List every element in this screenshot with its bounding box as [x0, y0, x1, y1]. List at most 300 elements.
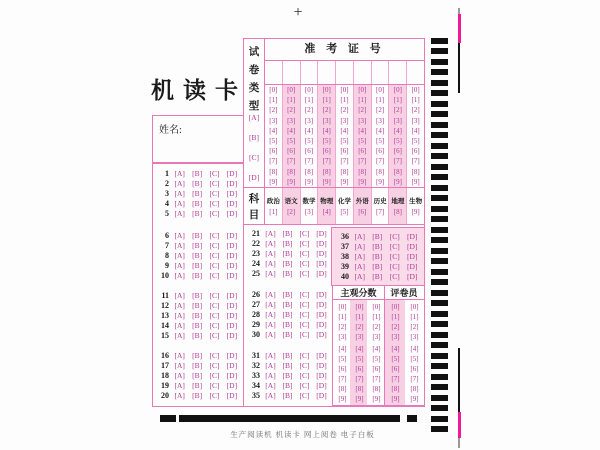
answer-option-bubble[interactable]: [C]: [389, 231, 400, 241]
answer-option-bubble[interactable]: [C]: [209, 178, 220, 188]
answer-option-bubble[interactable]: [A]: [265, 320, 276, 330]
subjective-score-digit-bubble[interactable]: [9]: [338, 395, 347, 403]
answer-option-bubble[interactable]: [D]: [226, 331, 238, 341]
ticket-writein-cell[interactable]: [336, 61, 354, 84]
answer-option-bubble[interactable]: [C]: [389, 272, 400, 282]
ticket-digit-bubble[interactable]: [9]: [393, 177, 402, 186]
answer-option-bubble[interactable]: [B]: [282, 309, 293, 319]
answer-option-bubble[interactable]: [D]: [226, 350, 238, 360]
subjective-score-digit-bubble[interactable]: [8]: [372, 385, 381, 393]
answer-option-bubble[interactable]: [D]: [316, 289, 327, 299]
name-input-area[interactable]: [153, 134, 243, 163]
subjective-score-digit-bubble[interactable]: [2]: [338, 323, 347, 331]
ticket-digit-bubble[interactable]: [2]: [322, 106, 331, 115]
subjective-score-digit-bubble[interactable]: [8]: [338, 385, 347, 393]
answer-option-bubble[interactable]: [D]: [316, 248, 327, 258]
ticket-writein-cell[interactable]: [283, 61, 301, 84]
answer-option-bubble[interactable]: [D]: [316, 299, 327, 309]
answer-option-bubble[interactable]: [A]: [174, 290, 185, 300]
grader-digit-bubble[interactable]: [0]: [391, 303, 400, 311]
answer-option-bubble[interactable]: [B]: [372, 262, 383, 272]
ticket-digit-bubble[interactable]: [6]: [340, 147, 349, 156]
answer-option-bubble[interactable]: [C]: [299, 381, 310, 391]
ticket-digit-bubble[interactable]: [0]: [287, 86, 296, 94]
exam-type-option-bubble[interactable]: [B]: [249, 133, 259, 142]
ticket-digit-bubble[interactable]: [9]: [287, 177, 296, 186]
answer-option-bubble[interactable]: [D]: [407, 272, 418, 282]
answer-option-bubble[interactable]: [D]: [316, 259, 327, 269]
answer-option-bubble[interactable]: [D]: [316, 350, 327, 360]
answer-option-bubble[interactable]: [B]: [192, 178, 203, 188]
answer-option-bubble[interactable]: [A]: [174, 360, 185, 370]
answer-option-bubble[interactable]: [C]: [209, 290, 220, 300]
subjective-score-digit-bubble[interactable]: [1]: [372, 313, 381, 321]
answer-option-bubble[interactable]: [A]: [174, 168, 185, 178]
answer-option-bubble[interactable]: [A]: [174, 240, 185, 250]
answer-option-bubble[interactable]: [A]: [174, 381, 185, 391]
ticket-digit-bubble[interactable]: [9]: [304, 177, 314, 186]
ticket-digit-bubble[interactable]: [5]: [375, 136, 385, 145]
grader-digit-bubble[interactable]: [9]: [410, 395, 419, 403]
subject-number-bubble[interactable]: [7]: [375, 208, 385, 216]
subjective-score-digit-bubble[interactable]: [7]: [372, 375, 381, 383]
ticket-digit-bubble[interactable]: [5]: [304, 136, 314, 145]
grader-digit-bubble[interactable]: [5]: [410, 355, 419, 363]
ticket-digit-bubble[interactable]: [1]: [340, 96, 349, 105]
answer-option-bubble[interactable]: [A]: [174, 178, 185, 188]
answer-option-bubble[interactable]: [B]: [192, 310, 203, 320]
answer-option-bubble[interactable]: [A]: [265, 289, 276, 299]
answer-option-bubble[interactable]: [B]: [192, 370, 203, 380]
grader-digit-bubble[interactable]: [7]: [410, 375, 419, 383]
answer-option-bubble[interactable]: [B]: [282, 320, 293, 330]
ticket-digit-bubble[interactable]: [2]: [375, 106, 385, 115]
ticket-digit-bubble[interactable]: [9]: [358, 177, 367, 186]
answer-option-bubble[interactable]: [D]: [226, 178, 238, 188]
answer-option-bubble[interactable]: [B]: [282, 330, 293, 340]
subjective-score-digit-bubble[interactable]: [0]: [355, 303, 364, 311]
answer-option-bubble[interactable]: [C]: [299, 259, 310, 269]
answer-option-bubble[interactable]: [C]: [299, 330, 310, 340]
subjective-score-digit-bubble[interactable]: [7]: [355, 375, 364, 383]
subjective-score-digit-bubble[interactable]: [6]: [338, 365, 347, 373]
ticket-digit-bubble[interactable]: [8]: [287, 167, 296, 176]
subjective-score-digit-bubble[interactable]: [0]: [372, 303, 381, 311]
ticket-digit-bubble[interactable]: [2]: [340, 106, 349, 115]
grader-digit-bubble[interactable]: [4]: [391, 345, 400, 353]
ticket-digit-bubble[interactable]: [5]: [411, 136, 420, 145]
subjective-score-digit-bubble[interactable]: [7]: [338, 375, 347, 383]
ticket-digit-bubble[interactable]: [5]: [287, 136, 296, 145]
exam-type-option-bubble[interactable]: [C]: [249, 153, 259, 162]
ticket-digit-bubble[interactable]: [3]: [322, 116, 331, 125]
answer-option-bubble[interactable]: [B]: [192, 271, 203, 281]
answer-option-bubble[interactable]: [C]: [209, 168, 220, 178]
ticket-digit-bubble[interactable]: [8]: [411, 167, 420, 176]
answer-option-bubble[interactable]: [A]: [265, 330, 276, 340]
answer-option-bubble[interactable]: [B]: [192, 240, 203, 250]
answer-option-bubble[interactable]: [D]: [316, 309, 327, 319]
answer-option-bubble[interactable]: [A]: [265, 238, 276, 248]
answer-option-bubble[interactable]: [A]: [174, 300, 185, 310]
answer-option-bubble[interactable]: [D]: [226, 261, 238, 271]
answer-option-bubble[interactable]: [B]: [192, 209, 203, 219]
grader-digit-bubble[interactable]: [1]: [410, 313, 419, 321]
answer-option-bubble[interactable]: [A]: [265, 248, 276, 258]
grader-digit-bubble[interactable]: [6]: [410, 365, 419, 373]
grader-digit-bubble[interactable]: [5]: [391, 355, 400, 363]
answer-option-bubble[interactable]: [D]: [226, 230, 238, 240]
answer-option-bubble[interactable]: [B]: [282, 289, 293, 299]
ticket-digit-bubble[interactable]: [7]: [393, 157, 402, 166]
answer-option-bubble[interactable]: [A]: [265, 381, 276, 391]
answer-option-bubble[interactable]: [D]: [226, 290, 238, 300]
ticket-digit-bubble[interactable]: [1]: [287, 96, 296, 105]
ticket-digit-bubble[interactable]: [6]: [358, 147, 367, 156]
answer-option-bubble[interactable]: [C]: [209, 350, 220, 360]
ticket-digit-bubble[interactable]: [2]: [393, 106, 402, 115]
ticket-digit-bubble[interactable]: [3]: [340, 116, 349, 125]
answer-option-bubble[interactable]: [B]: [282, 269, 293, 279]
answer-option-bubble[interactable]: [D]: [226, 321, 238, 331]
answer-option-bubble[interactable]: [B]: [282, 391, 293, 401]
answer-option-bubble[interactable]: [A]: [174, 209, 185, 219]
ticket-digit-bubble[interactable]: [0]: [340, 86, 349, 94]
grader-digit-bubble[interactable]: [3]: [410, 333, 419, 341]
ticket-writein-cell[interactable]: [407, 61, 424, 84]
ticket-digit-bubble[interactable]: [2]: [304, 106, 314, 115]
answer-option-bubble[interactable]: [B]: [192, 261, 203, 271]
answer-option-bubble[interactable]: [D]: [226, 300, 238, 310]
answer-option-bubble[interactable]: [C]: [299, 320, 310, 330]
ticket-digit-bubble[interactable]: [7]: [304, 157, 314, 166]
answer-option-bubble[interactable]: [B]: [192, 300, 203, 310]
ticket-digit-bubble[interactable]: [1]: [304, 96, 314, 105]
answer-option-bubble[interactable]: [D]: [226, 199, 238, 209]
answer-option-bubble[interactable]: [C]: [389, 241, 400, 251]
answer-option-bubble[interactable]: [D]: [226, 360, 238, 370]
answer-option-bubble[interactable]: [C]: [209, 331, 220, 341]
answer-option-bubble[interactable]: [D]: [226, 370, 238, 380]
ticket-digit-bubble[interactable]: [4]: [287, 126, 296, 135]
subjective-score-digit-bubble[interactable]: [9]: [355, 395, 364, 403]
ticket-digit-bubble[interactable]: [2]: [411, 106, 420, 115]
ticket-digit-bubble[interactable]: [1]: [375, 96, 385, 105]
answer-option-bubble[interactable]: [C]: [299, 350, 310, 360]
subjective-score-digit-bubble[interactable]: [9]: [372, 395, 381, 403]
subjective-score-digit-bubble[interactable]: [1]: [338, 313, 347, 321]
answer-option-bubble[interactable]: [C]: [299, 299, 310, 309]
answer-option-bubble[interactable]: [C]: [299, 309, 310, 319]
ticket-digit-bubble[interactable]: [4]: [375, 126, 385, 135]
ticket-digit-bubble[interactable]: [1]: [411, 96, 420, 105]
answer-option-bubble[interactable]: [B]: [282, 259, 293, 269]
ticket-digit-bubble[interactable]: [8]: [322, 167, 331, 176]
answer-option-bubble[interactable]: [A]: [174, 331, 185, 341]
answer-option-bubble[interactable]: [A]: [265, 259, 276, 269]
ticket-writein-cell[interactable]: [318, 61, 336, 84]
ticket-writein-cell[interactable]: [389, 61, 407, 84]
answer-option-bubble[interactable]: [B]: [282, 370, 293, 380]
answer-option-bubble[interactable]: [C]: [299, 228, 310, 238]
answer-option-bubble[interactable]: [C]: [209, 209, 220, 219]
answer-option-bubble[interactable]: [B]: [192, 350, 203, 360]
ticket-digit-bubble[interactable]: [4]: [322, 126, 331, 135]
answer-option-bubble[interactable]: [C]: [299, 269, 310, 279]
subject-number-bubble[interactable]: [6]: [358, 208, 367, 216]
ticket-digit-bubble[interactable]: [8]: [375, 167, 385, 176]
answer-option-bubble[interactable]: [A]: [265, 391, 276, 401]
answer-option-bubble[interactable]: [B]: [192, 168, 203, 178]
answer-option-bubble[interactable]: [D]: [316, 391, 327, 401]
ticket-digit-bubble[interactable]: [6]: [322, 147, 331, 156]
ticket-digit-bubble[interactable]: [4]: [393, 126, 402, 135]
answer-option-bubble[interactable]: [B]: [282, 228, 293, 238]
answer-option-bubble[interactable]: [A]: [174, 230, 185, 240]
answer-option-bubble[interactable]: [B]: [282, 238, 293, 248]
answer-option-bubble[interactable]: [A]: [174, 370, 185, 380]
answer-option-bubble[interactable]: [D]: [316, 269, 327, 279]
ticket-digit-bubble[interactable]: [7]: [269, 157, 278, 166]
grader-digit-bubble[interactable]: [2]: [410, 323, 419, 331]
ticket-digit-bubble[interactable]: [5]: [393, 136, 402, 145]
ticket-digit-bubble[interactable]: [0]: [411, 86, 420, 94]
ticket-digit-bubble[interactable]: [3]: [287, 116, 296, 125]
ticket-digit-bubble[interactable]: [7]: [287, 157, 296, 166]
ticket-digit-bubble[interactable]: [1]: [358, 96, 367, 105]
answer-option-bubble[interactable]: [B]: [192, 331, 203, 341]
answer-option-bubble[interactable]: [C]: [299, 289, 310, 299]
answer-option-bubble[interactable]: [D]: [316, 381, 327, 391]
ticket-digit-bubble[interactable]: [7]: [322, 157, 331, 166]
answer-option-bubble[interactable]: [C]: [299, 391, 310, 401]
answer-option-bubble[interactable]: [B]: [282, 248, 293, 258]
answer-option-bubble[interactable]: [B]: [192, 381, 203, 391]
answer-option-bubble[interactable]: [A]: [265, 360, 276, 370]
ticket-digit-bubble[interactable]: [4]: [358, 126, 367, 135]
answer-option-bubble[interactable]: [B]: [372, 272, 383, 282]
ticket-digit-bubble[interactable]: [3]: [304, 116, 314, 125]
answer-option-bubble[interactable]: [B]: [192, 199, 203, 209]
ticket-digit-bubble[interactable]: [5]: [269, 136, 278, 145]
answer-option-bubble[interactable]: [A]: [174, 350, 185, 360]
answer-option-bubble[interactable]: [C]: [209, 370, 220, 380]
answer-option-bubble[interactable]: [B]: [192, 321, 203, 331]
answer-option-bubble[interactable]: [D]: [407, 262, 418, 272]
exam-type-option-bubble[interactable]: [A]: [248, 113, 260, 122]
ticket-writein-cell[interactable]: [265, 61, 283, 84]
ticket-digit-bubble[interactable]: [7]: [411, 157, 420, 166]
subject-number-bubble[interactable]: [3]: [304, 208, 314, 216]
ticket-digit-bubble[interactable]: [3]: [375, 116, 385, 125]
answer-option-bubble[interactable]: [D]: [316, 238, 327, 248]
subjective-score-digit-bubble[interactable]: [5]: [338, 355, 347, 363]
grader-digit-bubble[interactable]: [9]: [391, 395, 400, 403]
answer-option-bubble[interactable]: [A]: [174, 391, 185, 401]
ticket-digit-bubble[interactable]: [9]: [322, 177, 331, 186]
answer-option-bubble[interactable]: [C]: [299, 360, 310, 370]
answer-option-bubble[interactable]: [D]: [407, 241, 418, 251]
answer-option-bubble[interactable]: [A]: [354, 231, 365, 241]
ticket-digit-bubble[interactable]: [1]: [322, 96, 331, 105]
subjective-score-digit-bubble[interactable]: [3]: [372, 333, 381, 341]
ticket-digit-bubble[interactable]: [1]: [393, 96, 402, 105]
ticket-digit-bubble[interactable]: [0]: [269, 86, 278, 94]
ticket-digit-bubble[interactable]: [8]: [269, 167, 278, 176]
answer-option-bubble[interactable]: [C]: [209, 381, 220, 391]
answer-option-bubble[interactable]: [D]: [316, 370, 327, 380]
answer-option-bubble[interactable]: [D]: [316, 330, 327, 340]
answer-option-bubble[interactable]: [C]: [209, 300, 220, 310]
answer-option-bubble[interactable]: [C]: [209, 261, 220, 271]
answer-option-bubble[interactable]: [A]: [174, 199, 185, 209]
subjective-score-digit-bubble[interactable]: [2]: [355, 323, 364, 331]
ticket-digit-bubble[interactable]: [7]: [375, 157, 385, 166]
answer-option-bubble[interactable]: [C]: [209, 199, 220, 209]
answer-option-bubble[interactable]: [A]: [354, 272, 365, 282]
answer-option-bubble[interactable]: [D]: [226, 209, 238, 219]
ticket-digit-bubble[interactable]: [9]: [340, 177, 349, 186]
subjective-score-digit-bubble[interactable]: [5]: [372, 355, 381, 363]
subject-number-bubble[interactable]: [1]: [269, 208, 278, 216]
answer-option-bubble[interactable]: [A]: [174, 321, 185, 331]
answer-option-bubble[interactable]: [A]: [174, 310, 185, 320]
subjective-score-digit-bubble[interactable]: [4]: [355, 345, 364, 353]
answer-option-bubble[interactable]: [C]: [209, 188, 220, 198]
subjective-score-digit-bubble[interactable]: [0]: [338, 303, 347, 311]
answer-option-bubble[interactable]: [B]: [282, 350, 293, 360]
grader-digit-bubble[interactable]: [8]: [410, 385, 419, 393]
answer-option-bubble[interactable]: [A]: [265, 269, 276, 279]
answer-option-bubble[interactable]: [A]: [174, 188, 185, 198]
ticket-digit-bubble[interactable]: [0]: [393, 86, 402, 94]
answer-option-bubble[interactable]: [A]: [265, 309, 276, 319]
answer-option-bubble[interactable]: [A]: [265, 370, 276, 380]
answer-option-bubble[interactable]: [C]: [209, 250, 220, 260]
ticket-digit-bubble[interactable]: [6]: [269, 147, 278, 156]
ticket-digit-bubble[interactable]: [4]: [304, 126, 314, 135]
subjective-score-digit-bubble[interactable]: [4]: [338, 345, 347, 353]
ticket-digit-bubble[interactable]: [9]: [269, 177, 278, 186]
subjective-score-digit-bubble[interactable]: [4]: [372, 345, 381, 353]
answer-option-bubble[interactable]: [D]: [226, 310, 238, 320]
ticket-digit-bubble[interactable]: [9]: [411, 177, 420, 186]
answer-option-bubble[interactable]: [B]: [282, 299, 293, 309]
subjective-score-digit-bubble[interactable]: [3]: [338, 333, 347, 341]
answer-option-bubble[interactable]: [D]: [316, 228, 327, 238]
subjective-score-digit-bubble[interactable]: [3]: [355, 333, 364, 341]
exam-type-option-bubble[interactable]: [D]: [248, 173, 260, 182]
answer-option-bubble[interactable]: [D]: [407, 251, 418, 261]
ticket-digit-bubble[interactable]: [9]: [375, 177, 385, 186]
grader-digit-bubble[interactable]: [3]: [391, 333, 400, 341]
grader-digit-bubble[interactable]: [6]: [391, 365, 400, 373]
ticket-digit-bubble[interactable]: [1]: [269, 96, 278, 105]
ticket-digit-bubble[interactable]: [4]: [340, 126, 349, 135]
answer-option-bubble[interactable]: [D]: [226, 240, 238, 250]
ticket-digit-bubble[interactable]: [5]: [322, 136, 331, 145]
answer-option-bubble[interactable]: [A]: [265, 299, 276, 309]
ticket-digit-bubble[interactable]: [4]: [269, 126, 278, 135]
answer-option-bubble[interactable]: [B]: [282, 381, 293, 391]
answer-option-bubble[interactable]: [C]: [209, 321, 220, 331]
ticket-digit-bubble[interactable]: [3]: [393, 116, 402, 125]
answer-option-bubble[interactable]: [B]: [282, 360, 293, 370]
answer-option-bubble[interactable]: [D]: [316, 360, 327, 370]
answer-option-bubble[interactable]: [B]: [192, 391, 203, 401]
ticket-writein-cell[interactable]: [372, 61, 390, 84]
subjective-score-digit-bubble[interactable]: [2]: [372, 323, 381, 331]
subjective-score-digit-bubble[interactable]: [6]: [355, 365, 364, 373]
ticket-digit-bubble[interactable]: [3]: [411, 116, 420, 125]
subjective-score-digit-bubble[interactable]: [8]: [355, 385, 364, 393]
ticket-digit-bubble[interactable]: [7]: [340, 157, 349, 166]
grader-digit-bubble[interactable]: [7]: [391, 375, 400, 383]
answer-option-bubble[interactable]: [C]: [209, 240, 220, 250]
answer-option-bubble[interactable]: [C]: [209, 230, 220, 240]
subject-number-bubble[interactable]: [2]: [287, 208, 296, 216]
subject-number-bubble[interactable]: [5]: [340, 208, 349, 216]
ticket-digit-bubble[interactable]: [6]: [375, 147, 385, 156]
ticket-digit-bubble[interactable]: [8]: [304, 167, 314, 176]
grader-digit-bubble[interactable]: [8]: [391, 385, 400, 393]
answer-option-bubble[interactable]: [A]: [265, 228, 276, 238]
ticket-digit-bubble[interactable]: [2]: [287, 106, 296, 115]
answer-option-bubble[interactable]: [A]: [354, 251, 365, 261]
answer-option-bubble[interactable]: [D]: [226, 271, 238, 281]
ticket-digit-bubble[interactable]: [6]: [411, 147, 420, 156]
ticket-digit-bubble[interactable]: [5]: [358, 136, 367, 145]
ticket-digit-bubble[interactable]: [6]: [393, 147, 402, 156]
answer-option-bubble[interactable]: [B]: [192, 230, 203, 240]
subjective-score-digit-bubble[interactable]: [1]: [355, 313, 364, 321]
answer-option-bubble[interactable]: [A]: [354, 262, 365, 272]
answer-option-bubble[interactable]: [C]: [389, 251, 400, 261]
answer-option-bubble[interactable]: [B]: [192, 250, 203, 260]
answer-option-bubble[interactable]: [B]: [192, 360, 203, 370]
answer-option-bubble[interactable]: [D]: [407, 231, 418, 241]
ticket-digit-bubble[interactable]: [8]: [340, 167, 349, 176]
answer-option-bubble[interactable]: [C]: [209, 310, 220, 320]
grader-digit-bubble[interactable]: [1]: [391, 313, 400, 321]
answer-option-bubble[interactable]: [B]: [372, 251, 383, 261]
ticket-digit-bubble[interactable]: [0]: [304, 86, 314, 94]
grader-digit-bubble[interactable]: [0]: [410, 303, 419, 311]
answer-option-bubble[interactable]: [C]: [209, 271, 220, 281]
ticket-digit-bubble[interactable]: [0]: [322, 86, 331, 94]
ticket-digit-bubble[interactable]: [0]: [358, 86, 367, 94]
subjective-score-digit-bubble[interactable]: [6]: [372, 365, 381, 373]
answer-option-bubble[interactable]: [B]: [372, 241, 383, 251]
ticket-digit-bubble[interactable]: [2]: [358, 106, 367, 115]
ticket-digit-bubble[interactable]: [5]: [340, 136, 349, 145]
grader-digit-bubble[interactable]: [2]: [391, 323, 400, 331]
answer-option-bubble[interactable]: [A]: [174, 250, 185, 260]
grader-digit-bubble[interactable]: [4]: [410, 345, 419, 353]
answer-option-bubble[interactable]: [C]: [389, 262, 400, 272]
ticket-writein-cell[interactable]: [301, 61, 319, 84]
ticket-writein-cell[interactable]: [354, 61, 372, 84]
answer-option-bubble[interactable]: [A]: [174, 261, 185, 271]
ticket-digit-bubble[interactable]: [6]: [287, 147, 296, 156]
ticket-digit-bubble[interactable]: [0]: [375, 86, 385, 94]
ticket-digit-bubble[interactable]: [3]: [269, 116, 278, 125]
ticket-digit-bubble[interactable]: [3]: [358, 116, 367, 125]
answer-option-bubble[interactable]: [C]: [299, 248, 310, 258]
answer-option-bubble[interactable]: [B]: [192, 290, 203, 300]
ticket-digit-bubble[interactable]: [6]: [304, 147, 314, 156]
answer-option-bubble[interactable]: [A]: [265, 350, 276, 360]
